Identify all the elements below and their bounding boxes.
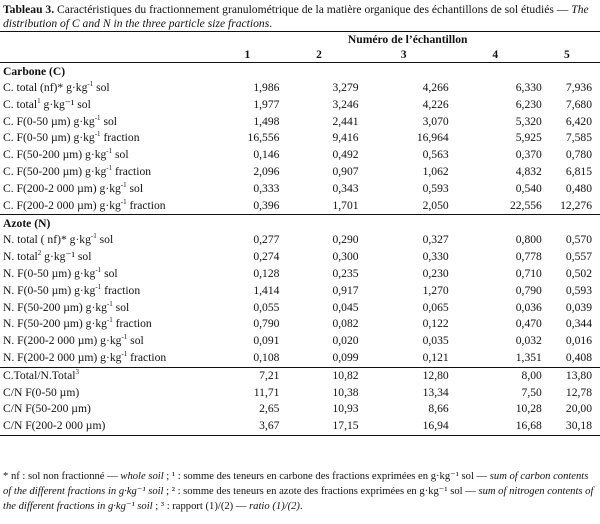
- cell-value: 7,680: [565, 97, 592, 111]
- col-header: 4: [449, 47, 542, 63]
- row-label: C. F(200-2 000 µm) $g\cdot kg^{-1}$ sol: [3, 180, 144, 195]
- table-row: [0, 418, 600, 435]
- header-group-row: [0, 32, 600, 48]
- cell-value: 17,15: [279, 418, 358, 435]
- cell-value: 0,121: [422, 350, 449, 364]
- cell-value: 0,277: [253, 233, 280, 247]
- table-row: [0, 367, 600, 384]
- cell-value: 0,540: [515, 181, 542, 195]
- cell-value: 30,18: [542, 418, 600, 435]
- cell-value: 4,266: [422, 81, 449, 94]
- cell-value: 0,502: [565, 266, 592, 280]
- table-row: [0, 266, 600, 283]
- row-label: C/N F(200-2 000 µm): [0, 418, 215, 435]
- table-row: [0, 333, 600, 350]
- cell-value: 0,122: [422, 317, 449, 331]
- cell-value: 0,344: [565, 317, 592, 331]
- cell-value: 7,936: [565, 81, 592, 94]
- data-table: [0, 31, 600, 436]
- row-label: C.Total/N.Total$^3$: [0, 367, 215, 384]
- row-label: N. total ( nf)* $g\cdot kg^{-1}$ sol: [3, 232, 114, 247]
- cell-value: 12,80: [359, 367, 449, 384]
- section-title: Carbone (C): [3, 65, 66, 78]
- table-row: [0, 198, 600, 215]
- cell-value: 7,50: [521, 385, 542, 399]
- row-label: N. F(200-2 000 µm) $g\cdot kg^{-1}$ fraction: [3, 350, 167, 364]
- cell-value: 0,035: [422, 334, 449, 348]
- cell-value: 0,327: [422, 233, 449, 247]
- cell-value: 0,800: [515, 233, 542, 247]
- cell-value: 20,00: [565, 402, 592, 416]
- cell-value: 7,21: [215, 367, 279, 384]
- cell-value: 0,790: [515, 283, 542, 297]
- cell-value: 0,274: [253, 250, 280, 264]
- row-label: C. total$^1$ g·kg⁻¹ sol: [3, 96, 91, 111]
- cell-value: 8,66: [428, 402, 449, 416]
- row-label: N. F(0-50 µm) $g\cdot kg^{-1}$ fraction: [3, 282, 141, 297]
- cell-value: 10,28: [515, 402, 542, 416]
- cell-value: 13,80: [542, 367, 600, 384]
- row-label: C. F(0-50 µm) $g\cdot kg^{-1}$ sol: [3, 113, 117, 128]
- cell-value: 16,94: [359, 418, 449, 435]
- cell-value: 0,020: [332, 334, 359, 348]
- row-label: C. F(200-2 000 µm) $g\cdot kg^{-1}$ fraction: [3, 197, 166, 212]
- cell-value: 0,917: [332, 283, 359, 297]
- table-row: [0, 232, 600, 249]
- cell-value: 0,492: [332, 148, 359, 162]
- sample-number-header: Numéro de l’échantillon: [215, 32, 600, 48]
- cell-value: 0,593: [565, 283, 592, 297]
- col-header: 2: [279, 47, 358, 63]
- cell-value: 0,780: [565, 148, 592, 162]
- cell-value: 16,964: [416, 131, 449, 145]
- table-row: [0, 80, 600, 97]
- table-row: [0, 283, 600, 300]
- cell-value: 1,414: [253, 283, 280, 297]
- cell-value: 11,71: [253, 385, 280, 399]
- cell-value: 3,67: [215, 418, 279, 435]
- cell-value: 0,045: [332, 300, 359, 314]
- cell-value: 0,333: [253, 181, 280, 195]
- footnote: * nf : sol non fractionné — whole soil ; ¹ : somme des teneurs en carbone des fractions exprimées en g·kg⁻¹ sol — sum of carbon contents of the different fractions in g·kg⁻¹ soil ; ² : somme des teneurs en azote des fractions exprimées en g·kg⁻¹ sol — sum of nitrogen contents of the different fractions in g·kg⁻¹ soil ; ³ : rapport (1)/(2) — ratio (1)/(2).: [3, 471, 594, 512]
- col-header: 3: [359, 47, 449, 63]
- cell-value: 0,557: [565, 250, 592, 264]
- cell-value: 0,016: [565, 334, 592, 348]
- cell-value: 3,279: [332, 81, 359, 94]
- cell-value: 2,050: [422, 198, 449, 212]
- row-label: C. F(0-50 µm) $g\cdot kg^{-1}$ fraction: [3, 130, 140, 145]
- table-row: [0, 385, 600, 402]
- cell-value: 10,93: [332, 402, 359, 416]
- cell-value: 3,070: [422, 114, 449, 128]
- cell-value: 0,570: [565, 233, 592, 247]
- table-caption: Tableau 3. Caractéristiques du fractionnement granulométrique de la matière organique des échantillons de sol étudiés — The distribution of C and N in the three particle size fractions.: [3, 3, 589, 30]
- table-row: [0, 316, 600, 333]
- row-label: C. F(50-200 µm) $g\cdot kg^{-1}$ sol: [3, 147, 129, 162]
- row-label: N. F(200-2 000 µm) $g\cdot kg^{-1}$ sol: [3, 333, 144, 348]
- cell-value: 0,032: [515, 334, 542, 348]
- cell-value: 10,82: [279, 367, 358, 384]
- cell-value: 6,815: [565, 164, 592, 178]
- cell-value: 4,832: [515, 164, 542, 178]
- cell-value: 1,062: [422, 164, 449, 178]
- cell-value: 0,128: [253, 266, 280, 280]
- cell-value: 0,235: [332, 266, 359, 280]
- cell-value: 1,270: [422, 283, 449, 297]
- cell-value: 5,925: [515, 131, 542, 145]
- table-row: [0, 249, 600, 266]
- cell-value: 13,34: [422, 385, 449, 399]
- table-row: [0, 181, 600, 198]
- section-header-row: [0, 215, 600, 233]
- cell-value: 0,710: [515, 266, 542, 280]
- row-label: C. F(50-200 µm) $g\cdot kg^{-1}$ fraction: [3, 164, 152, 178]
- cell-value: 0,039: [565, 300, 592, 314]
- row-label: C/N F(50-200 µm): [3, 402, 91, 416]
- table-row: [0, 300, 600, 317]
- row-label: N. total$^2$ g·kg⁻¹ sol: [3, 249, 92, 264]
- cell-value: 5,320: [515, 114, 542, 128]
- cell-value: 1,977: [253, 97, 280, 111]
- cell-value: 2,096: [253, 164, 280, 178]
- row-label: N. F(0-50 µm) $g\cdot kg^{-1}$ sol: [3, 266, 118, 280]
- cell-value: 0,091: [253, 334, 280, 348]
- table-row: [0, 147, 600, 164]
- cell-value: 1,498: [253, 114, 280, 128]
- row-label: C. total (nf)* $g\cdot kg^{-1}$ sol: [3, 80, 110, 94]
- table-row: [0, 97, 600, 114]
- cell-value: 0,396: [253, 198, 280, 212]
- cell-value: 0,593: [422, 181, 449, 195]
- cell-value: 0,230: [422, 266, 449, 280]
- caption-label: Tableau 3.: [3, 3, 55, 16]
- cell-value: 3,246: [332, 97, 359, 111]
- cell-value: 16,68: [449, 418, 542, 435]
- section-header-row: [0, 63, 600, 81]
- cell-value: 0,907: [332, 164, 359, 178]
- header-cols-row: [0, 47, 600, 63]
- cell-value: 0,146: [253, 148, 280, 162]
- cell-value: 2,65: [259, 402, 280, 416]
- cell-value: 0,300: [332, 250, 359, 264]
- cell-value: 0,082: [332, 317, 359, 331]
- cell-value: 1,986: [253, 81, 280, 94]
- cell-value: 0,480: [565, 181, 592, 195]
- cell-value: 7,585: [565, 131, 592, 145]
- cell-value: 0,099: [332, 350, 359, 364]
- cell-value: 0,778: [515, 250, 542, 264]
- cell-value: 6,330: [515, 81, 542, 94]
- table-row: [0, 401, 600, 418]
- section-title: Azote (N): [0, 215, 600, 233]
- caption-text-en: The distribution of C and N in the three particle size fractions: [3, 3, 589, 30]
- cell-value: 1,351: [515, 350, 542, 364]
- cell-value: 0,065: [422, 300, 449, 314]
- cell-value: 0,330: [422, 250, 449, 264]
- col-header: 1: [215, 47, 279, 63]
- cell-value: 0,408: [565, 350, 592, 364]
- cell-value: 0,563: [422, 148, 449, 162]
- cell-value: 0,370: [515, 148, 542, 162]
- cell-value: 0,470: [515, 317, 542, 331]
- row-label: C/N F(0-50 µm): [3, 385, 80, 399]
- cell-value: 6,420: [565, 114, 592, 128]
- row-label: N. F(50-200 µm) $g\cdot kg^{-1}$ fraction: [3, 316, 152, 331]
- table-row: [0, 130, 600, 147]
- cell-value: 2,441: [332, 114, 359, 128]
- cell-value: 10,38: [332, 385, 359, 399]
- cell-value: 0,036: [515, 300, 542, 314]
- col-header: 5: [542, 47, 600, 63]
- caption-text-fr: Caractéristiques du fractionnement granulométrique de la matière organique des échantillons de sol étudiés —: [54, 3, 572, 16]
- cell-value: 12,78: [565, 385, 592, 399]
- cell-value: 8,00: [449, 367, 542, 384]
- table-row: [0, 350, 600, 367]
- cell-value: 4,226: [422, 97, 449, 111]
- cell-value: 16,556: [247, 131, 280, 145]
- cell-value: 0,343: [332, 181, 359, 195]
- cell-value: 12,276: [560, 198, 592, 212]
- cell-value: 9,416: [332, 131, 359, 145]
- row-label: N. F(50-200 µm) $g\cdot kg^{-1}$ sol: [3, 299, 130, 314]
- cell-value: 1,701: [332, 198, 359, 212]
- cell-value: 22,556: [509, 198, 542, 212]
- cell-value: 0,290: [332, 233, 359, 247]
- cell-value: 0,108: [253, 350, 280, 364]
- cell-value: 6,230: [515, 97, 542, 111]
- table-row: [0, 114, 600, 131]
- cell-value: 0,790: [253, 317, 280, 331]
- cell-value: 0,055: [253, 300, 280, 314]
- table-row: [0, 164, 600, 181]
